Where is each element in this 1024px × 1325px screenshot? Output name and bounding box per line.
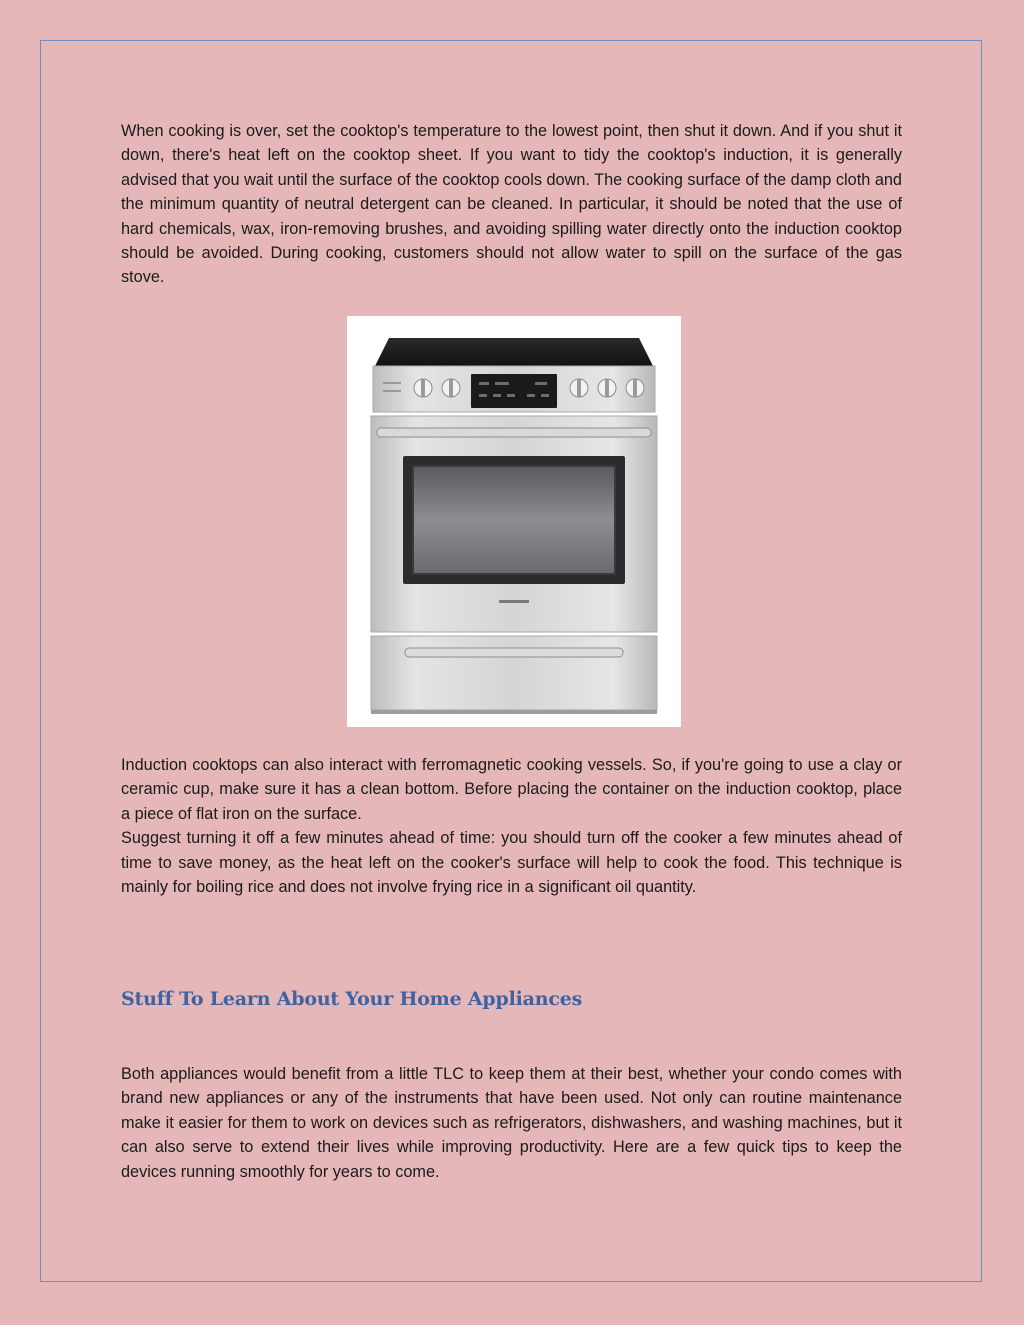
paragraph-home-appliances [121, 1062, 902, 1184]
paragraph-text: Suggest turning it off a few minutes ahead of time: you should turn off the cooker a few minutes ahead of time to save money, as the heat left on the cooker's surface will help to cook the food. This technique is mainly for boiling rice and does not involve frying rice in a significant oil quantity. [121, 829, 902, 897]
paragraph-induction-vessels [121, 753, 902, 899]
paragraph-text: When cooking is over, set the cooktop's temperature to the lowest point, then shut it down. And if you shut it down, there's heat left on the cooktop sheet. If you want to tidy the cooktop's induction, it is generally advised that you wait until the surface of the cooktop cools down. The cooking surface of the damp cloth and the minimum quantity of neutral detergent can be cleaned. In particular, it should be noted that the use of hard chemicals, wax, iron-removing brushes, and avoiding spilling water directly onto the induction cooktop should be avoided. During cooking, customers should not allow water to spill on the surface of the gas stove. [121, 122, 902, 287]
section-heading: Stuff To Learn About Your Home Appliances [121, 988, 583, 1010]
paragraph-cooktop-cleaning [121, 119, 902, 290]
paragraph-text: Both appliances would benefit from a little TLC to keep them at their best, whether your condo comes with brand new appliances or any of the instruments that have been used. Not only can routine maintenance make it easier for them to work on devices such as refrigerators, dishwashers, and washing machines, but it can also serve to extend their lives while improving productivity. Here are a few quick tips to keep the devices running smoothly for years to come. [121, 1065, 902, 1181]
paragraph-text: Induction cooktops can also interact with ferromagnetic cooking vessels. So, if you're going to use a clay or ceramic cup, make sure it has a clean bottom. Before placing the container on the induction cooktop, place a piece of flat iron on the surface. [121, 756, 902, 823]
electric-range-photo [347, 316, 681, 727]
